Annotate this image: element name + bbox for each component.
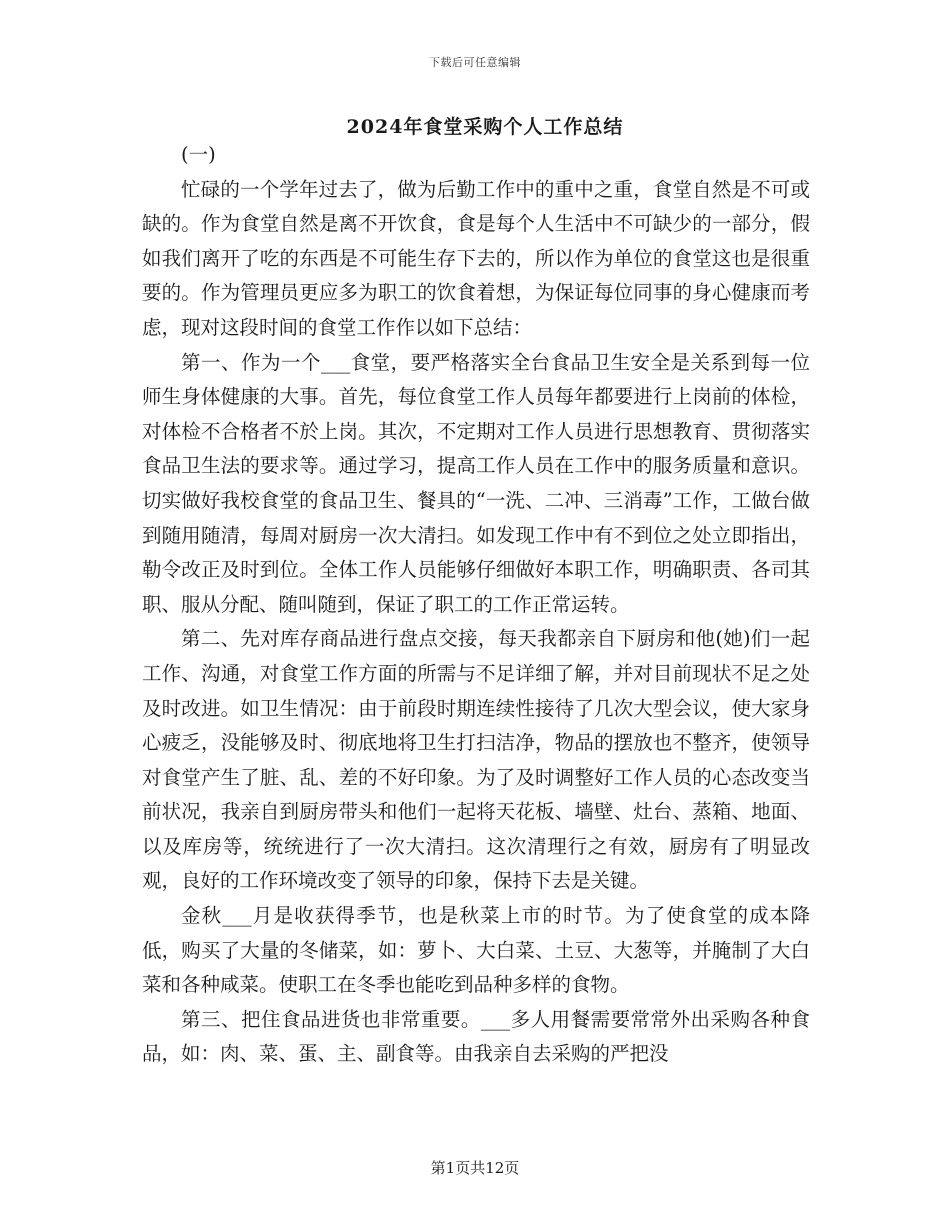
document-title: 2024年食堂采购个人工作总结 bbox=[346, 116, 624, 138]
paragraph-intro: 忙碌的一个学年过去了，做为后勤工作中的重中之重，食堂自然是不可或缺的。作为食堂自然是离不开饮食，食是每个人生活中不可缺少的一部分，假如我们离开了吃的东西是不可能生存下去的，所以作为单位的食堂这也是很重要的。作为管理员更应多为职工的饮食着想，为保证每位同事的身心健康而考虑，现对这段时间的食堂工作作以如下总结： bbox=[142, 177, 810, 339]
paragraph-point-one: 第一、作为一个___食堂，要严格落实全台食品卫生安全是关系到每一位师生身体健康的大事。首先，每位食堂工作人员每年都要进行上岗前的体检，对体检不合格者不於上岗。其次，不定期对工作人员进行思想教育、贯彻落实食品卫生法的要求等。通过学习，提高工作人员在工作中的服务质量和意识。切实做好我校食堂的食品卫生、餐具的“一洗、二冲、三消毒”工作，工做台做到随用随清，每周对厨房一次大清扫。如发现工作中有不到位之处立即指出，勒令改正及时到位。全体工作人员能够仔细做好本职工作，明确职责、各司其职、服从分配、随叫随到，保证了职工的工作正常运转。 bbox=[142, 350, 810, 616]
paragraph-point-two: 第二、先对库存商品进行盘点交接，每天我都亲自下厨房和他(她)们一起工作、沟通，对食堂工作方面的所需与不足详细了解，并对目前现状不足之处及时改进。如卫生情况：由于前段时期连续性接待了几次大型会议，使大家身心疲乏，没能够及时、彻底地将卫生打扫洁净，物品的摆放也不整齐，使领导对食堂产生了脏、乱、差的不好印象。为了及时调整好工作人员的心态改变当前状况，我亲自到厨房带头和他们一起将天花板、墙壁、灶台、蒸箱、地面、以及库房等，统统进行了一次大清扫。这次清理行之有效，厨房有了明显改观，良好的工作环境改变了领导的印象，保持下去是关键。 bbox=[142, 627, 810, 893]
section-label: (一) bbox=[181, 143, 216, 166]
document-body bbox=[142, 138, 810, 1072]
page-footer: 第1页共12页 bbox=[430, 1159, 520, 1177]
paragraph-autumn: 金秋___月是收获得季节，也是秋菜上市的时节。为了使食堂的成本降低，购买了大量的冬储菜，如：萝卜、大白菜、土豆、大葱等，并腌制了大白菜和各种咸菜。使职工在冬季也能吃到品种多样的食物。 bbox=[142, 904, 810, 997]
paragraph-point-three: 第三、把住食品进货也非常重要。___多人用餐需要常常外出采购各种食品，如：肉、菜、蛋、主、副食等。由我亲自去采购的严把没 bbox=[142, 1007, 810, 1066]
header-note: 下载后可任意编辑 bbox=[429, 56, 521, 69]
